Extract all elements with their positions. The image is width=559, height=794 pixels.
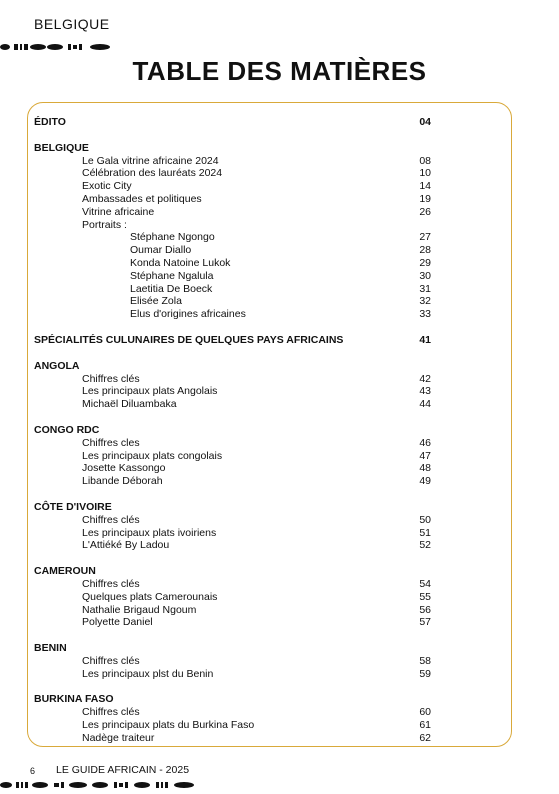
toc-label: Chiffres clés [82, 372, 140, 385]
toc-label: Laetitia De Boeck [130, 282, 213, 295]
toc-label: Stéphane Ngalula [130, 269, 214, 282]
toc-entry[interactable] [34, 257, 434, 270]
footer-page-number: 6 [30, 766, 36, 776]
toc-section-congo[interactable] [34, 424, 434, 437]
footer-publication-title: LE GUIDE AFRICAIN - 2025 [56, 764, 190, 776]
toc-entry[interactable] [34, 514, 434, 527]
toc-entry[interactable] [34, 231, 434, 244]
toc-page: 51 [419, 526, 431, 539]
toc-page: 59 [419, 667, 431, 680]
toc-page: 55 [419, 590, 431, 603]
toc-section-burkina[interactable] [34, 693, 434, 706]
toc-label: Quelques plats Camerounais [82, 590, 218, 603]
toc-label: Chiffres clés [82, 654, 140, 667]
toc-label: Chiffres clés [82, 706, 140, 719]
toc-page: 47 [419, 449, 431, 462]
toc-entry[interactable] [34, 373, 434, 386]
toc-label: Elisée Zola [130, 295, 182, 308]
toc-entry[interactable] [34, 180, 434, 193]
toc-section-benin[interactable] [34, 642, 434, 655]
toc-page: 32 [419, 295, 431, 308]
toc-page: 50 [419, 513, 431, 526]
toc-page: 48 [419, 462, 431, 475]
toc-entry[interactable] [34, 450, 434, 463]
toc-page: 41 [419, 333, 431, 346]
toc-entry[interactable] [34, 591, 434, 604]
table-of-contents [34, 116, 434, 745]
toc-entry[interactable] [34, 155, 434, 168]
toc-page: 54 [419, 577, 431, 590]
toc-entry[interactable] [34, 385, 434, 398]
toc-entry[interactable] [34, 295, 434, 308]
toc-label: SPÉCIALITÉS CULUNAIRES DE QUELQUES PAYS AFRICAINS [34, 333, 344, 346]
toc-page: 58 [419, 654, 431, 667]
toc-page: 27 [419, 231, 431, 244]
decorative-pattern-bottom [0, 780, 200, 790]
toc-page: 19 [419, 192, 431, 205]
toc-label: Nadège traiteur [82, 731, 155, 744]
toc-label: Chiffres clés [82, 513, 140, 526]
toc-entry[interactable] [34, 398, 434, 411]
toc-page: 30 [419, 269, 431, 282]
toc-entry[interactable] [34, 668, 434, 681]
toc-label: BELGIQUE [34, 141, 89, 154]
toc-label: BURKINA FASO [34, 693, 114, 706]
toc-page: 57 [419, 616, 431, 629]
toc-page: 10 [419, 167, 431, 180]
toc-label: Les principaux plats Angolais [82, 385, 218, 398]
toc-label: Les principaux plats ivoiriens [82, 526, 217, 539]
toc-page: 14 [419, 180, 431, 193]
toc-entry[interactable] [34, 462, 434, 475]
toc-page: 42 [419, 372, 431, 385]
toc-entry[interactable] [34, 732, 434, 745]
toc-page: 61 [419, 719, 431, 732]
toc-label: Nathalie Brigaud Ngoum [82, 603, 197, 616]
toc-label: Chiffres cles [82, 436, 140, 449]
toc-entry[interactable] [34, 719, 434, 732]
toc-page: 28 [419, 244, 431, 257]
toc-page: 04 [419, 116, 431, 128]
toc-section-angola[interactable] [34, 360, 434, 373]
toc-page: 62 [419, 731, 431, 744]
toc-entry[interactable] [34, 308, 434, 321]
toc-label: Les principaux plats du Burkina Faso [82, 719, 255, 732]
toc-section-cameroun[interactable] [34, 565, 434, 578]
toc-entry[interactable] [34, 604, 434, 617]
toc-section-specialites[interactable] [34, 334, 434, 347]
toc-entry[interactable] [34, 437, 434, 450]
toc-entry[interactable] [34, 167, 434, 180]
toc-page: 56 [419, 603, 431, 616]
toc-entry[interactable] [34, 706, 434, 719]
toc-page: 60 [419, 706, 431, 719]
toc-entry[interactable] [34, 655, 434, 668]
toc-label: Portraits : [82, 218, 127, 231]
toc-label: Polyette Daniel [82, 616, 153, 629]
toc-label: Les principaux plats congolais [82, 449, 223, 462]
toc-entry[interactable] [34, 244, 434, 257]
toc-label: Ambassades et politiques [82, 192, 202, 205]
toc-entry[interactable] [34, 527, 434, 540]
toc-page: 31 [419, 282, 431, 295]
toc-label: Josette Kassongo [82, 462, 166, 475]
toc-label: Libande Déborah [82, 475, 163, 488]
toc-label: CAMEROUN [34, 565, 96, 578]
toc-label: Le Gala vitrine africaine 2024 [82, 154, 219, 167]
toc-page: 44 [419, 398, 431, 411]
toc-label: Chiffres clés [82, 577, 140, 590]
toc-label: Les principaux plst du Benin [82, 667, 214, 680]
toc-section-cote-ivoire[interactable] [34, 501, 434, 514]
toc-label: Oumar Diallo [130, 244, 192, 257]
toc-label: Michaël Diluambaka [82, 398, 177, 411]
toc-label: Exotic City [82, 180, 132, 193]
toc-page: 08 [419, 154, 431, 167]
toc-label: Célébration des lauréats 2024 [82, 167, 223, 180]
toc-section-belgique[interactable] [34, 142, 434, 155]
decorative-pattern-top [0, 42, 120, 52]
toc-entry-portraits [34, 219, 434, 232]
toc-entry[interactable] [34, 283, 434, 296]
toc-page: 26 [419, 205, 431, 218]
toc-entry[interactable] [34, 578, 434, 591]
toc-page: 46 [419, 436, 431, 449]
toc-label: CONGO RDC [34, 423, 100, 436]
toc-label: Stéphane Ngongo [130, 231, 215, 244]
toc-label: BENIN [34, 642, 67, 655]
toc-label: CÔTE D'IVOIRE [34, 500, 112, 513]
toc-entry[interactable] [34, 193, 434, 206]
toc-section-edito[interactable] [34, 116, 434, 129]
toc-entry[interactable] [34, 475, 434, 488]
toc-page: 43 [419, 385, 431, 398]
page-title: TABLE DES MATIÈRES [132, 56, 427, 86]
toc-entry[interactable] [34, 616, 434, 629]
toc-label: Konda Natoine Lukok [130, 256, 231, 269]
toc-label: Elus d'origines africaines [130, 308, 246, 321]
toc-page: 33 [419, 308, 431, 321]
toc-entry[interactable] [34, 270, 434, 283]
toc-entry[interactable] [34, 539, 434, 552]
toc-label: ÉDITO [34, 116, 66, 128]
toc-label: L'Attiéké By Ladou [82, 539, 170, 552]
toc-page: 49 [419, 475, 431, 488]
toc-page: 29 [419, 256, 431, 269]
toc-entry[interactable] [34, 206, 434, 219]
toc-label: Vitrine africaine [82, 205, 155, 218]
toc-label: ANGOLA [34, 359, 80, 372]
section-country-label: BELGIQUE [34, 16, 110, 32]
toc-page: 52 [419, 539, 431, 552]
